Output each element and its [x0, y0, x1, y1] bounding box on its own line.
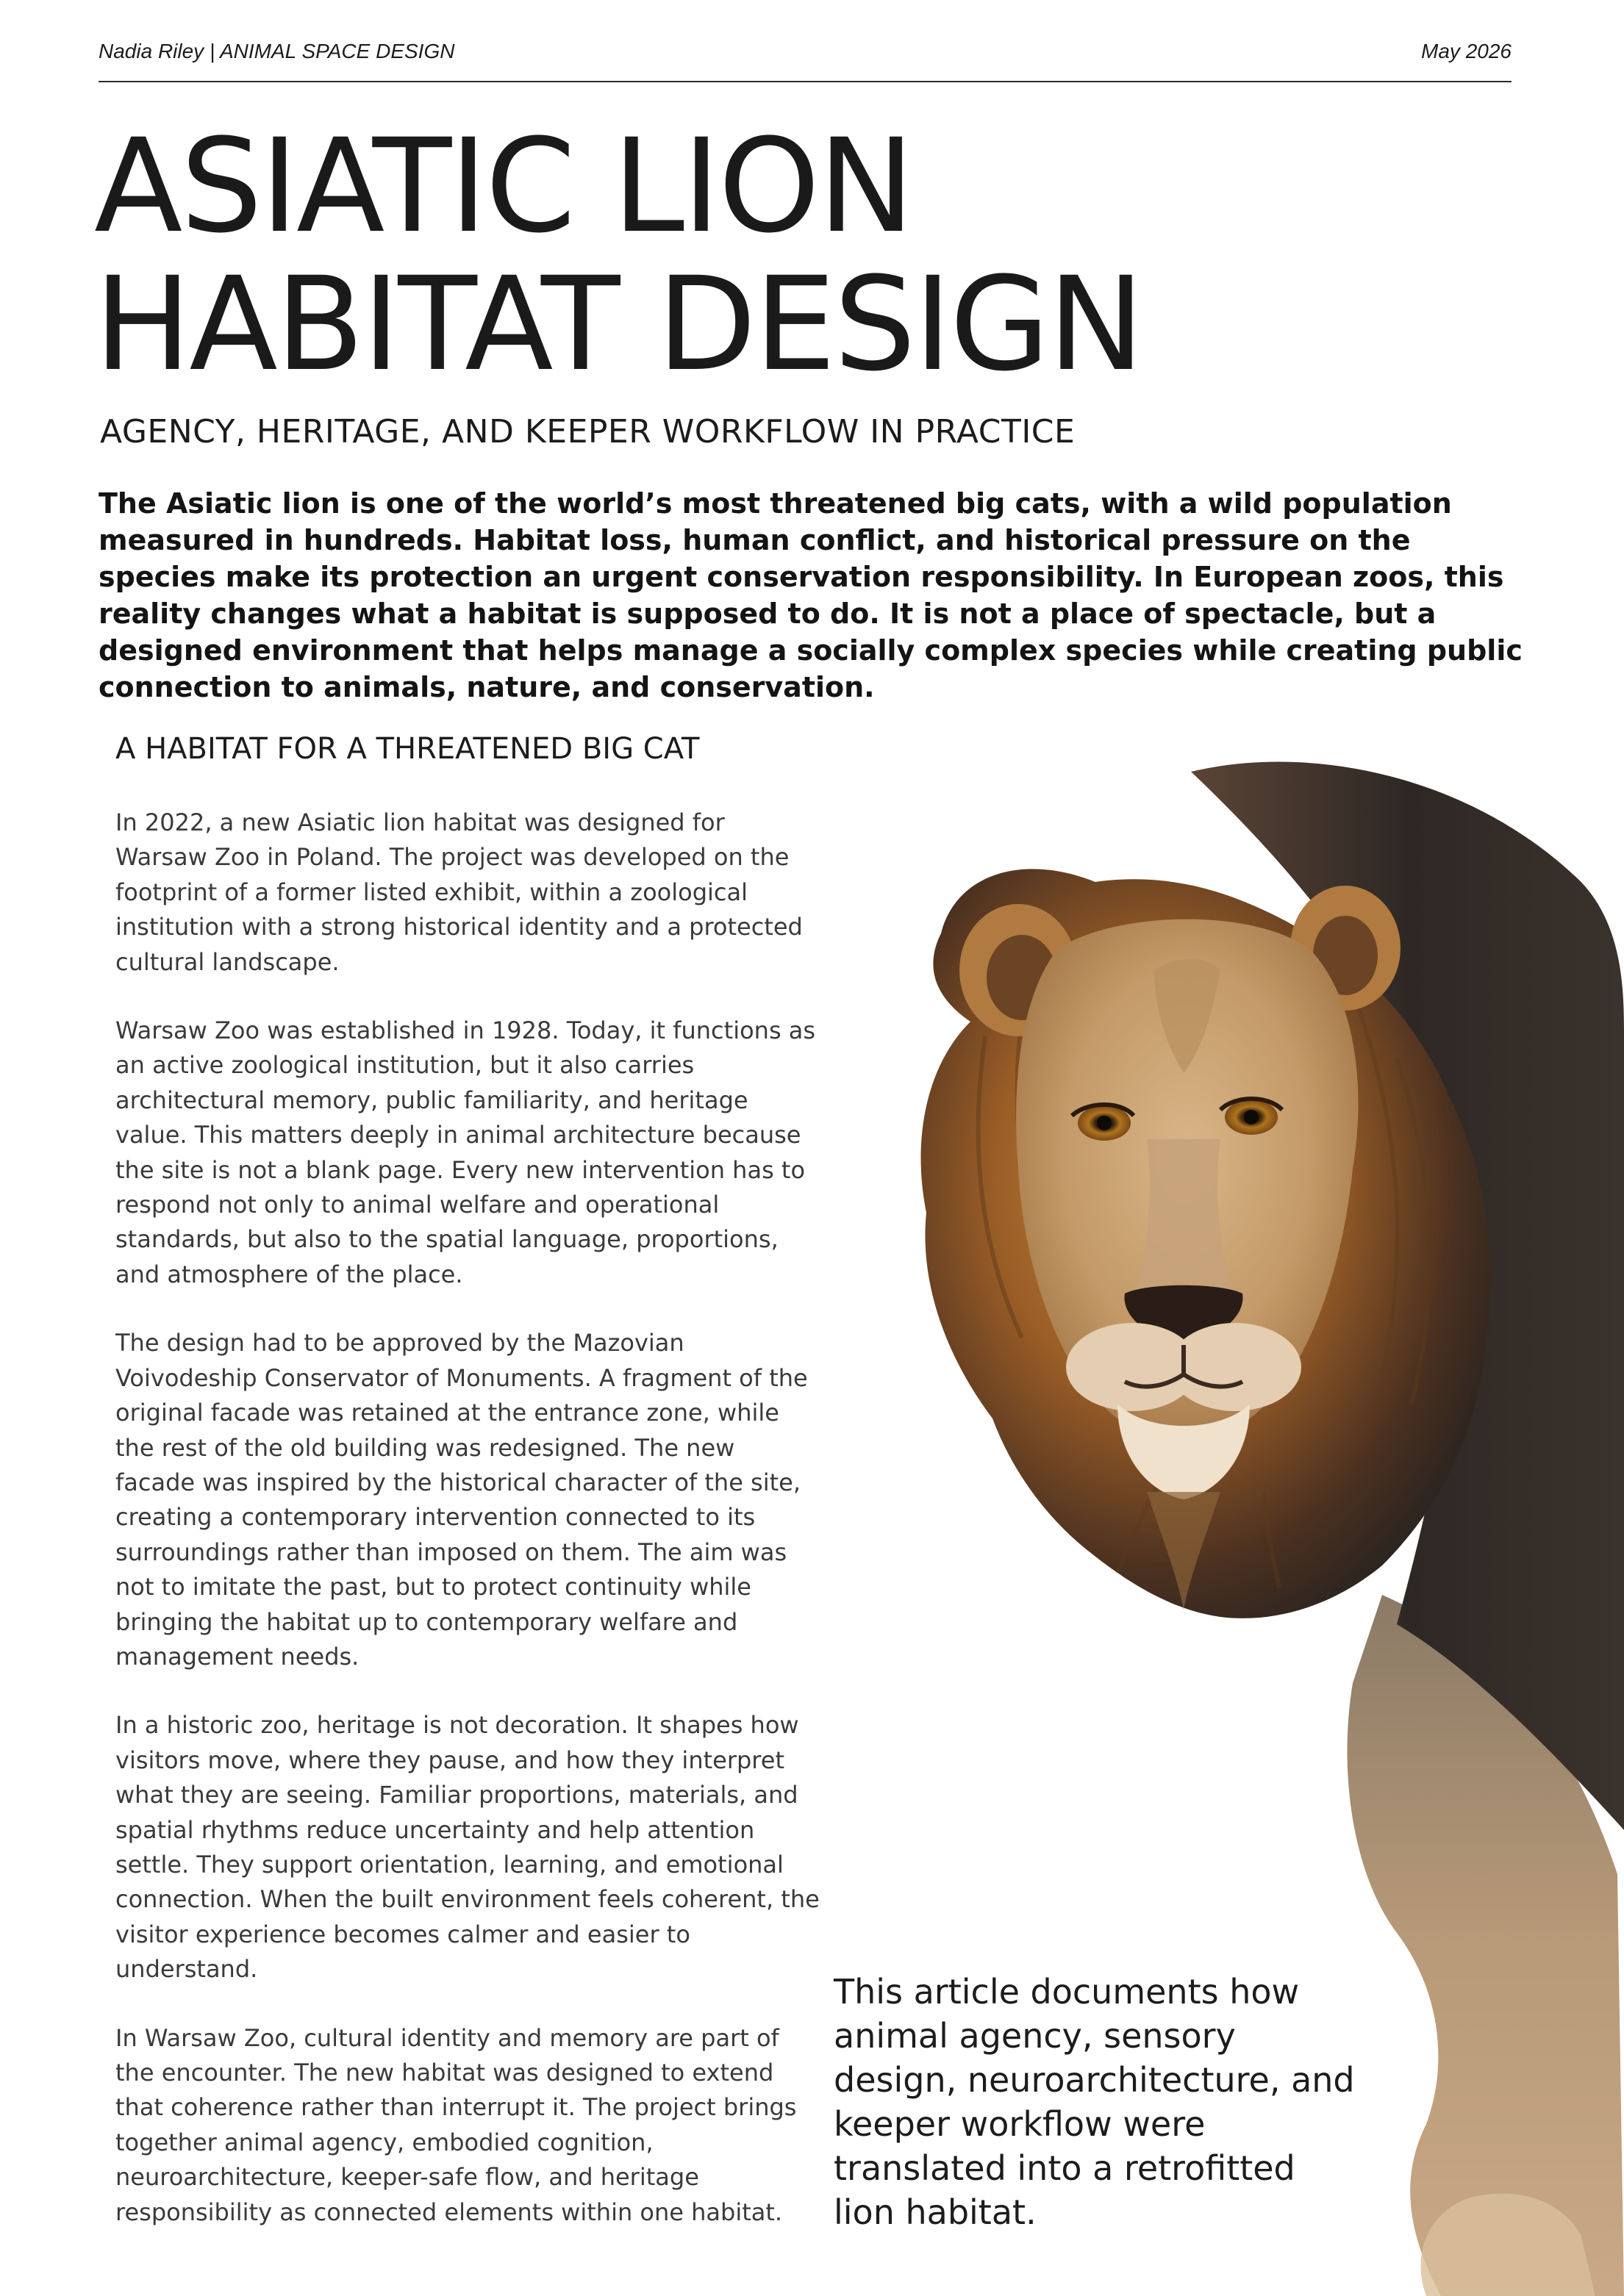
- page-subtitle: AGENCY, HERITAGE, AND KEEPER WORKFLOW IN PRACTICE: [100, 413, 1076, 451]
- page-title: [94, 111, 1142, 400]
- section-heading: A HABITAT FOR A THREATENED BIG CAT: [115, 732, 700, 766]
- body-paragraph: In a historic zoo, heritage is not decoration. It shapes how visitors move, where they pause, and how they interpret what they are seeing. Familiar proportions, materials, and spatial rhythms reduce uncertainty and help attention settle. They support orientation, learning, and emotional connection. When the built environment feels coherent, the visitor experience becomes calmer and easier to understand.: [115, 1711, 820, 1984]
- pull-quote: This article documents how animal agency, sensory design, neuroarchitecture, and keeper workflow were translated into a retrofitted lion habitat.: [834, 1972, 1355, 2232]
- intro-paragraph: The Asiatic lion is one of the world’s most threatened big cats, with a wild population measured in hundreds. Habitat loss, human conflict, and historical pressure on the species make its protection an urgent conservation responsibility. In European zoos, this reality changes what a habitat is supposed to do. It is not a place of spectacle, but a designed environment that helps manage a socially complex species while creating public connection to animals, nature, and conservation.: [99, 487, 1523, 703]
- header-divider: [99, 81, 1512, 82]
- title-line-2: HABITAT DESIGN: [94, 249, 1142, 400]
- author-line: Nadia Riley | ANIMAL SPACE DESIGN: [99, 40, 455, 62]
- page-header: [99, 40, 1512, 81]
- body-paragraph: In Warsaw Zoo, cultural identity and memory are part of the encounter. The new habitat was designed to extend that coherence rather than interrupt it. The project brings together animal agency, embodied cognition, neuroarchitecture, keeper-safe flow, and heritage responsibility as connected elements within one habitat.: [115, 2023, 797, 2226]
- body-paragraph: In 2022, a new Asiatic lion habitat was designed for Warsaw Zoo in Poland. The project was developed on the footprint of a former listed exhibit, within a zoological institution with a strong historical identity and a protected cultural landscape.: [115, 808, 803, 976]
- title-line-1: ASIATIC LION: [94, 111, 913, 262]
- issue-date: May 2026: [1421, 40, 1512, 62]
- body-paragraph: The design had to be approved by the Mazovian Voivodeship Conservator of Monuments. A fragment of the original facade was retained at the entrance zone, while the rest of the old building was redesigned. The new facade was inspired by the historical character of the site, creating a contemporary intervention connected to its surroundings rather than imposed on them. The aim was not to imitate the past, but to protect continuity while bringing the habitat up to contemporary welfare and management needs.: [115, 1329, 808, 1671]
- body-column: [115, 806, 821, 2264]
- body-paragraph: Warsaw Zoo was established in 1928. Today, it functions as an active zoological institution, but it also carries architectural memory, public familiarity, and heritage value. This matters deeply in animal architecture because the site is not a blank page. Every new intervention has to respond not only to animal welfare and operational standards, but also to the spatial language, proportions, and atmosphere of the place.: [115, 1016, 816, 1288]
